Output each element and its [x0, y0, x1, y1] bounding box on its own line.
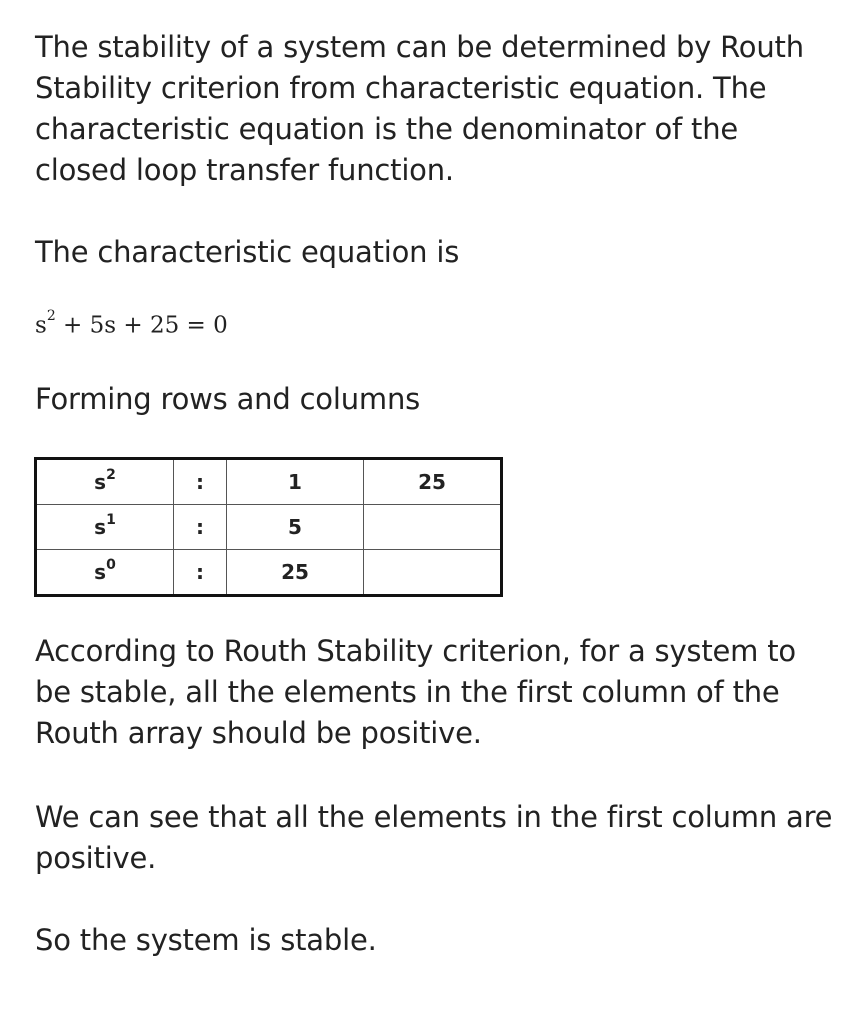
- characteristic-equation: [35, 308, 228, 339]
- equation-exponent: 2: [46, 308, 56, 324]
- first-column-cell: 1: [227, 459, 364, 505]
- conclusion-paragraph: So the system is stable.: [35, 923, 377, 957]
- table-row: [36, 550, 502, 596]
- routh-array-table: [34, 457, 503, 597]
- equation-rest: + 5s + 25 = 0: [55, 312, 228, 339]
- second-column-cell: [364, 550, 502, 596]
- second-column-cell: 25: [364, 459, 502, 505]
- criterion-paragraph: According to Routh Stability criterion, for a system to be stable, all the elements in the first column of the Routh array should be positive.: [35, 634, 796, 750]
- table-row: [36, 459, 502, 505]
- second-column-cell: [364, 505, 502, 550]
- table-row: [36, 505, 502, 550]
- variable-power: 2: [106, 466, 116, 483]
- variable: s: [94, 515, 107, 540]
- separator-cell: :: [174, 459, 227, 505]
- forming-rows-label: Forming rows and columns: [35, 382, 421, 416]
- separator-cell: :: [174, 505, 227, 550]
- separator-cell: :: [174, 550, 227, 596]
- observation-paragraph: We can see that all the elements in the first column are positive.: [35, 800, 833, 875]
- variable-power: 1: [106, 511, 116, 528]
- first-column-cell: 5: [227, 505, 364, 550]
- row-variable-cell: [36, 459, 174, 505]
- first-column-cell: 25: [227, 550, 364, 596]
- variable-power: 0: [106, 556, 116, 573]
- characteristic-equation-label: The characteristic equation is: [35, 235, 460, 269]
- variable: s: [94, 470, 107, 495]
- variable: s: [94, 560, 107, 585]
- intro-paragraph: The stability of a system can be determined by Routh Stability criterion from characteristic equation. The characteristic equation is the denominator of the closed loop transfer function.: [35, 30, 804, 187]
- row-variable-cell: [36, 550, 174, 596]
- row-variable-cell: [36, 505, 174, 550]
- equation-base: s: [35, 312, 47, 339]
